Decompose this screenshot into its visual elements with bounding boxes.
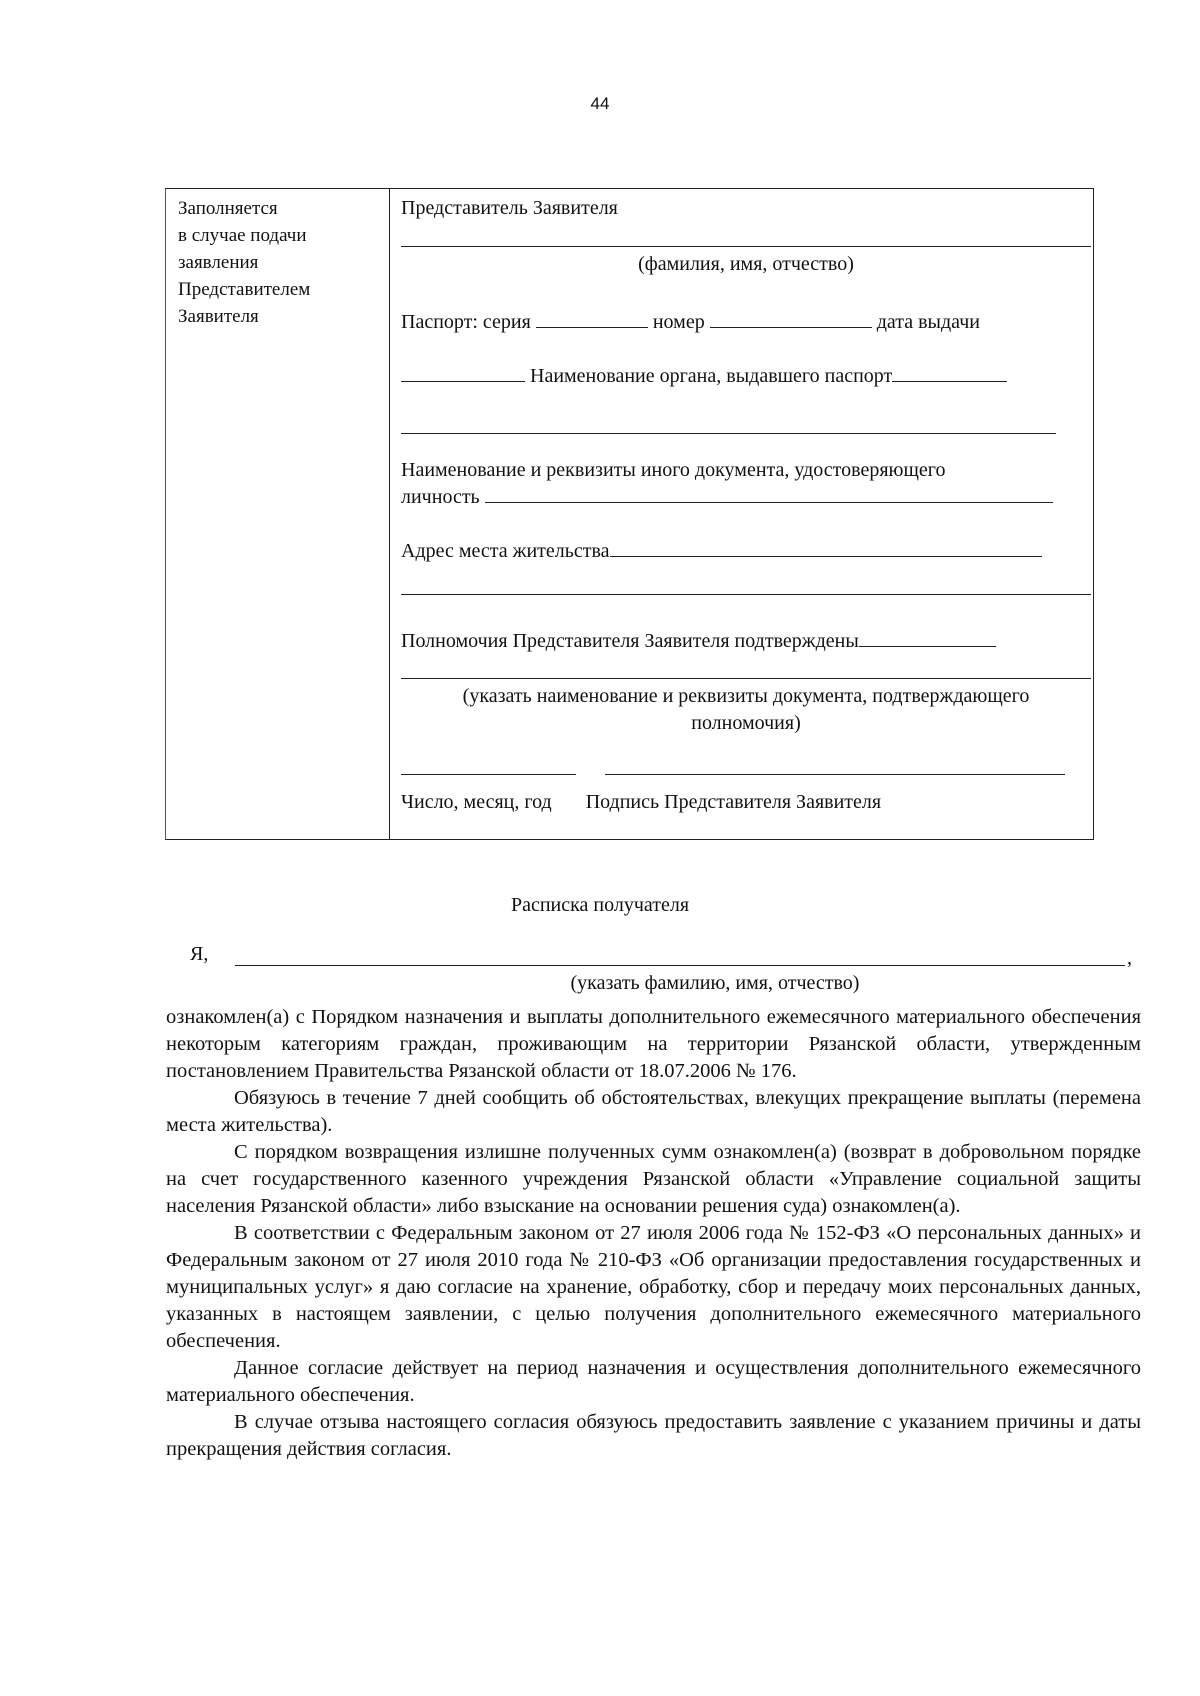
issuing-authority-line[interactable] <box>401 433 1056 434</box>
recipient-fio-hint: (указать фамилию, имя, отчество) <box>570 972 860 994</box>
other-doc-field[interactable] <box>485 482 1053 503</box>
receipt-paragraph: В соответствии с Федеральным законом от 27 июля 2006 года № 152-ФЗ «О персональных данных» и Федеральным законом от 27 июля 2010 года № 210-ФЗ «Об организации предоставления государственных и муниципальных услуг» я даю согласие на хранение, обработку, сбор и передачу моих персональных данных, указанных в настоящем заявлении, с целью получения дополнительного ежемесячного материального обеспечения. <box>166 1222 1141 1352</box>
passport-series-label: Паспорт: серия <box>401 311 531 333</box>
fio-hint: (фамилия, имя, отчество) <box>638 253 854 275</box>
receipt-paragraph: ознакомлен(а) с Порядком назначения и выплаты дополнительного ежемесячного материального обеспечения некоторым категориям граждан, проживающим на территории Рязанской области, утвержденным постановлением Правительства Рязанской области от 18.07.2006 № 176. <box>166 1006 1141 1082</box>
left-cell-line: Заполняется <box>178 198 278 219</box>
passport-series-field[interactable] <box>536 307 648 328</box>
authority-row <box>401 626 1091 655</box>
date-label: Число, месяц, год <box>401 791 552 813</box>
address-label: Адрес места жительства <box>401 540 610 562</box>
passport-date-label: дата выдачи <box>876 311 980 333</box>
receipt-paragraph: С порядком возвращения излишне полученных сумм ознакомлен(а) (возврат в добровольном порядке на счет государственного казенного учреждения Рязанской области «Управление социальной защиты населения Рязанской области» либо взыскание на основании решения суда) ознакомлен(а). <box>166 1141 1141 1217</box>
passport-number-label: номер <box>652 311 705 333</box>
receipt-paragraph: Данное согласие действует на период назначения и осуществления дополнительного ежемесячного материального обеспечения. <box>166 1357 1141 1406</box>
authority-hint-line1: (указать наименование и реквизиты документа, подтверждающего <box>462 685 1030 707</box>
representative-label: Представитель Заявителя <box>401 197 618 219</box>
authority-hint-line2: полномочия) <box>691 712 801 734</box>
passport-number-field[interactable] <box>710 307 872 328</box>
authority-field[interactable] <box>859 626 996 647</box>
other-doc-label-continued: личность <box>401 486 480 508</box>
left-cell-line: Заявителя <box>178 306 259 327</box>
issuing-authority-label: Наименование органа, выдавшего паспорт <box>530 365 893 387</box>
address-line-2[interactable] <box>401 594 1091 595</box>
receipt-title: Расписка получателя <box>510 894 690 916</box>
authority-doc-line[interactable] <box>401 678 1091 679</box>
left-cell-note <box>178 195 383 330</box>
date-signature-row <box>401 789 1091 816</box>
authority-confirmed-label: Полномочия Представителя Заявителя подтверждены <box>401 630 859 652</box>
recipient-fio-field[interactable] <box>235 965 1125 966</box>
address-field[interactable] <box>610 536 1042 557</box>
ya-label: Я, <box>190 943 209 965</box>
ya-comma: , <box>1127 947 1132 969</box>
receipt-body <box>166 1004 1141 1463</box>
left-cell-line: заявления <box>178 252 259 273</box>
left-cell-line: Представителем <box>178 279 311 300</box>
column-divider <box>389 189 390 839</box>
passport-row <box>401 307 1091 336</box>
address-row <box>401 536 1091 565</box>
left-cell-line: в случае подачи <box>178 225 307 246</box>
representative-form-table <box>165 188 1094 840</box>
passport-date-field[interactable] <box>401 361 525 382</box>
signature-label: Подпись Представителя Заявителя <box>585 791 882 813</box>
fio-input-line[interactable] <box>401 246 1091 247</box>
signature-field[interactable] <box>605 774 1065 775</box>
receipt-paragraph: Обязуюсь в течение 7 дней сообщить об обстоятельствах, влекущих прекращение выплаты (перемена места жительства). <box>166 1087 1141 1136</box>
other-doc-label: Наименование и реквизиты иного документа, удостоверяющего <box>401 459 946 481</box>
receipt-paragraph: В случае отзыва настоящего согласия обязуюсь предоставить заявление с указанием причины и даты прекращения действия согласия. <box>166 1411 1141 1460</box>
issuing-authority-field[interactable] <box>892 361 1007 382</box>
page-number: 44 <box>590 94 610 113</box>
other-doc-row <box>401 482 1091 511</box>
date-field[interactable] <box>401 774 576 775</box>
issuing-authority-row <box>401 361 1091 390</box>
